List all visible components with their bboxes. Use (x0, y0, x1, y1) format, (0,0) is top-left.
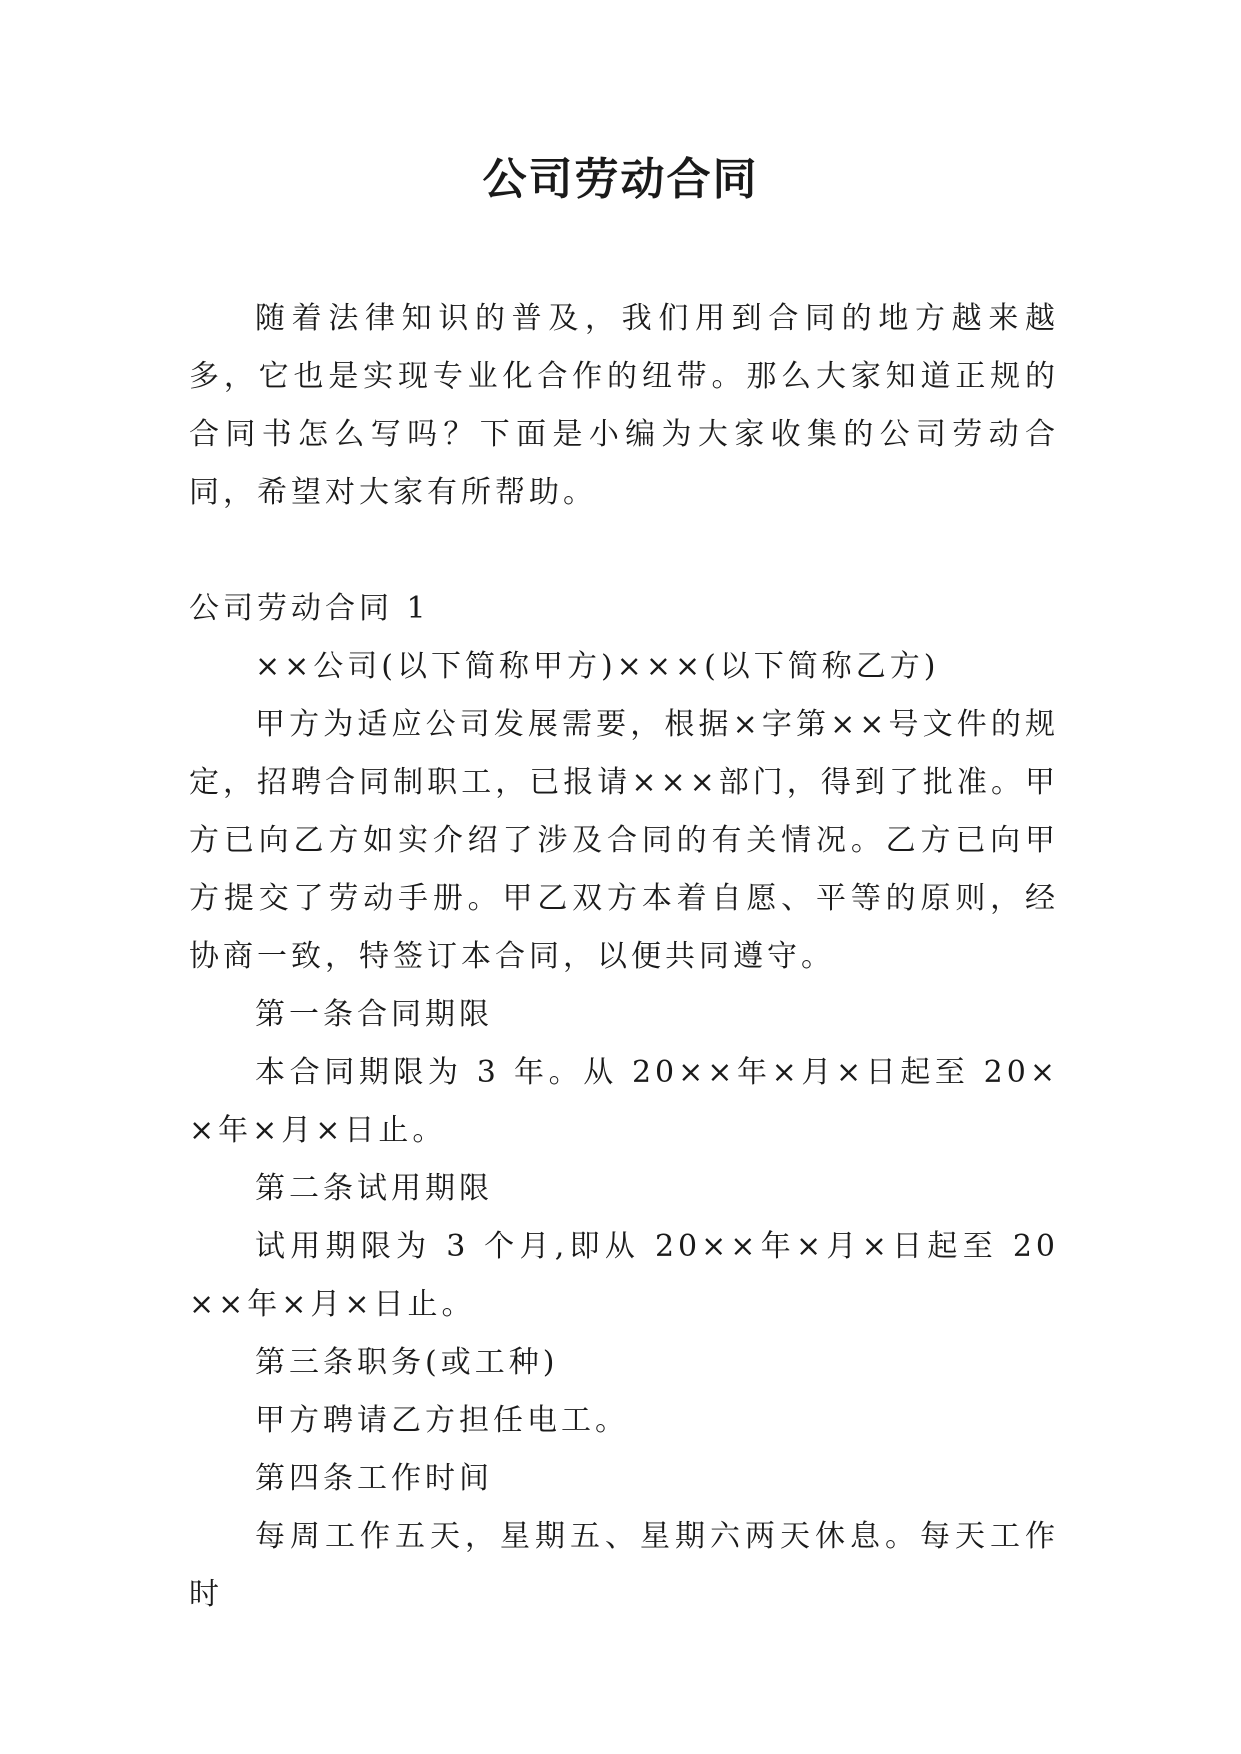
document-title: 公司劳动合同 (482, 154, 759, 205)
article-1-heading: 第一条合同期限 (255, 997, 493, 1032)
section-heading: 公司劳动合同 1 (189, 591, 430, 626)
article-2-body: 试用期限为 3 个月,即从 20××年×月×日起至 20××年×月×日止。 (189, 1229, 1059, 1322)
document-body (189, 290, 1059, 1624)
article-3-heading: 第三条职务(或工种) (255, 1345, 559, 1380)
parties-line: ××公司(以下简称甲方)×××(以下简称乙方) (255, 649, 940, 684)
paragraph-gap (189, 522, 1059, 580)
preamble-paragraph: 甲方为适应公司发展需要，根据×字第××号文件的规定，招聘合同制职工，已报请×××部门，得到了批准。甲方已向乙方如实介绍了涉及合同的有关情况。乙方已向甲方提交了劳动手册。甲乙双方本着自愿、平等的原则，经协商一致，特签订本合同，以便共同遵守。 (189, 707, 1059, 974)
article-1-body: 本合同期限为 3 年。从 20××年×月×日起至 20××年×月×日止。 (189, 1055, 1059, 1148)
intro-paragraph: 随着法律知识的普及，我们用到合同的地方越来越多，它也是实现专业化合作的纽带。那么大家知道正规的合同书怎么写吗？下面是小编为大家收集的公司劳动合同，希望对大家有所帮助。 (189, 301, 1059, 510)
article-4-body: 每周工作五天，星期五、星期六两天休息。每天工作时 (189, 1519, 1059, 1612)
article-4-heading: 第四条工作时间 (255, 1461, 493, 1496)
article-3-body: 甲方聘请乙方担任电工。 (255, 1403, 629, 1438)
article-2-heading: 第二条试用期限 (255, 1171, 493, 1206)
